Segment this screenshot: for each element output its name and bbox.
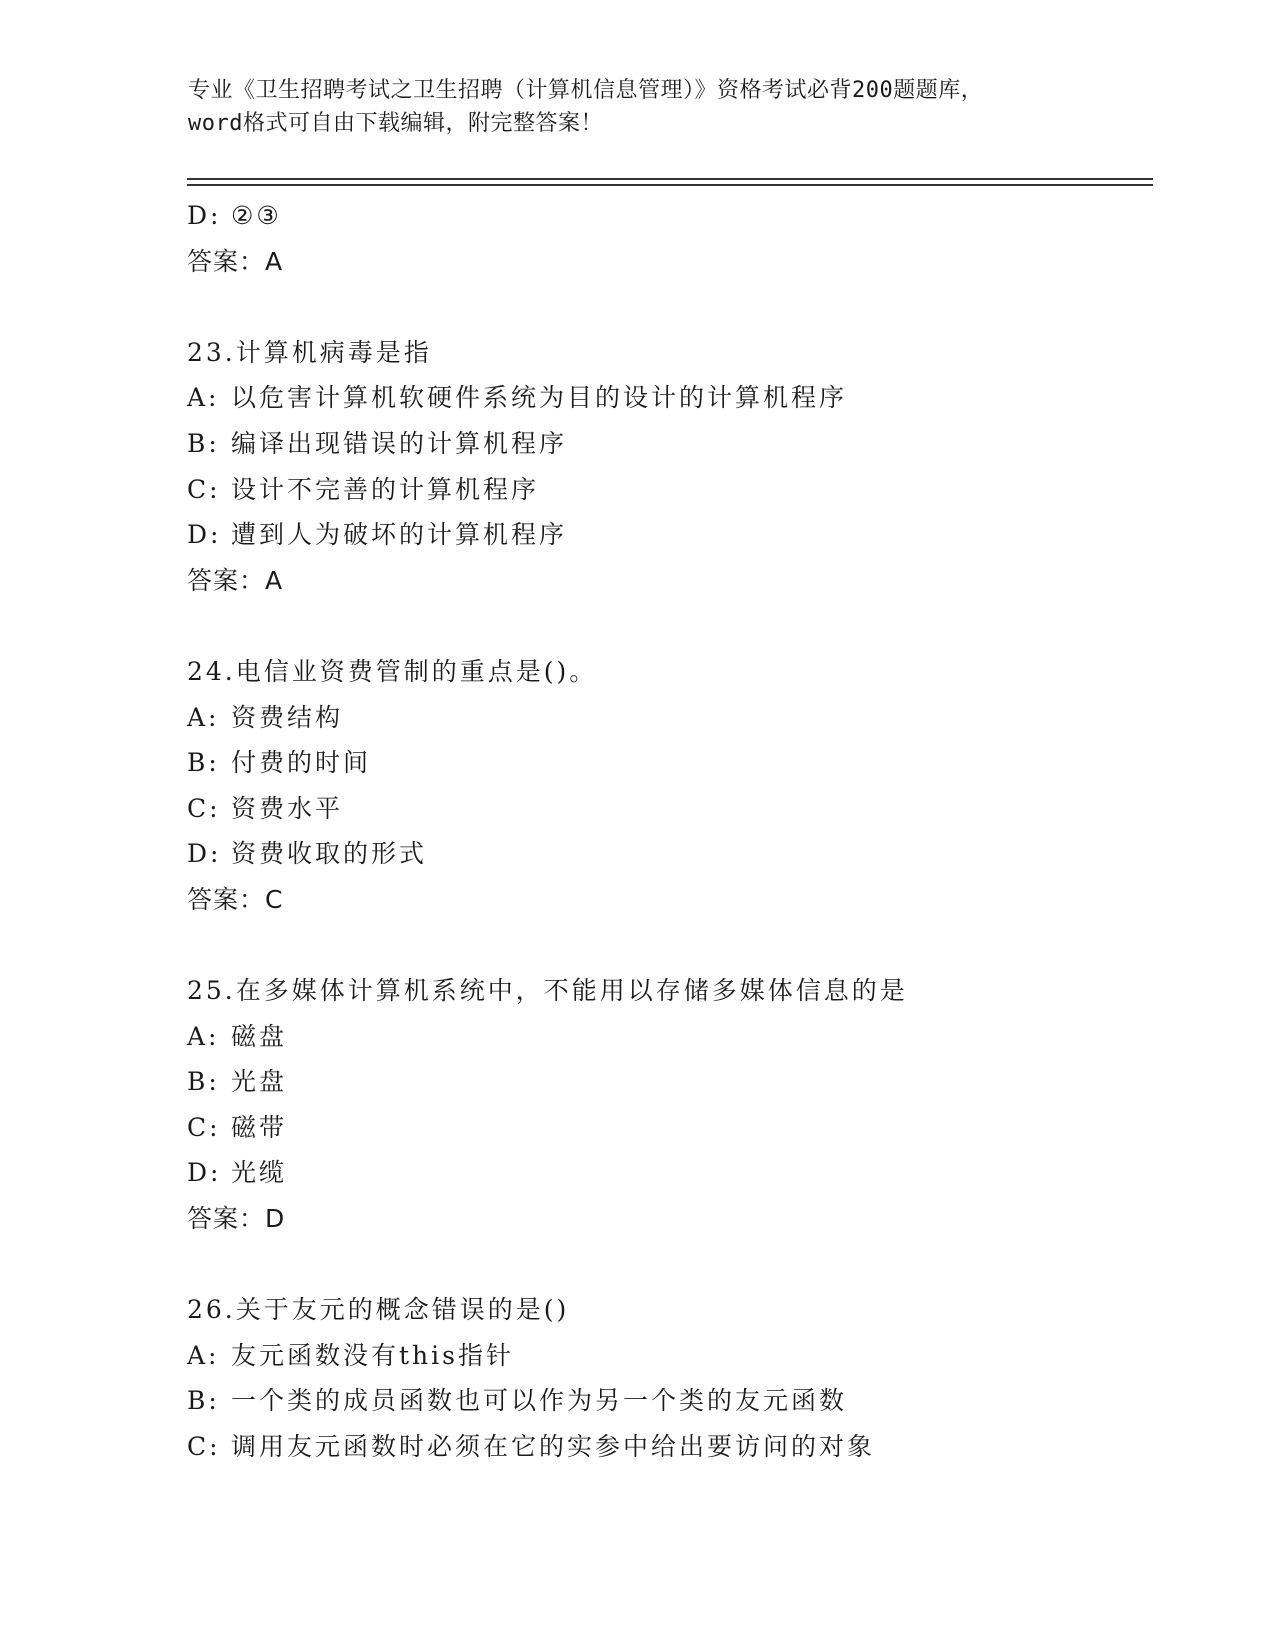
option-text: ②③: [231, 201, 282, 230]
question-stem: 26.关于友元的概念错误的是(): [187, 1295, 570, 1325]
option-text: 一个类的成员函数也可以作为另一个类的友元函数: [231, 1386, 848, 1416]
option-label: C:: [187, 1112, 221, 1142]
option-label: A:: [187, 383, 220, 413]
spacer: [187, 1242, 1147, 1288]
option-text: 友元函数没有this指针: [231, 1340, 514, 1370]
option-line: [187, 1105, 1147, 1151]
option-text: 磁带: [231, 1112, 288, 1142]
answer-line: 答案：C: [187, 884, 284, 914]
option-line: [187, 1059, 1147, 1105]
option-label: A:: [187, 1340, 220, 1370]
option-text: 以危害计算机软硬件系统为目的设计的计算机程序: [231, 383, 848, 413]
option-label: D:: [187, 201, 222, 230]
option-label: B:: [187, 1067, 220, 1097]
option-label: C:: [187, 474, 221, 504]
option-label: B:: [187, 428, 220, 458]
question-stem: 25.在多媒体计算机系统中，不能用以存储多媒体信息的是: [187, 976, 908, 1006]
answer-line: 答案：A: [187, 565, 284, 595]
option-text: 编译出现错误的计算机程序: [231, 428, 568, 458]
option-text: 磁盘: [231, 1021, 288, 1051]
option-label: B:: [187, 1386, 220, 1416]
option-line: [187, 421, 1147, 467]
option-line: [187, 740, 1147, 786]
option-text: 光盘: [231, 1067, 288, 1097]
spacer: [187, 603, 1147, 649]
option-label: B:: [187, 748, 220, 778]
header-divider-top: [187, 178, 1153, 180]
spacer: [187, 284, 1147, 330]
question-stem: 24.电信业资费管制的重点是()。: [187, 656, 598, 686]
option-label: C:: [187, 793, 221, 823]
option-line: [187, 695, 1147, 741]
question-list: [187, 193, 1147, 1470]
option-label: A:: [187, 702, 220, 732]
option-text: 调用友元函数时必须在它的实参中给出要访问的对象: [231, 1432, 876, 1462]
option-label: D:: [187, 1158, 222, 1188]
option-label: C:: [187, 1432, 221, 1462]
option-label: D:: [187, 839, 222, 869]
document-header: [188, 74, 1088, 140]
option-text: 设计不完善的计算机程序: [231, 474, 540, 504]
option-line: [187, 1333, 1147, 1379]
option-line: [187, 1424, 1147, 1470]
option-text: 资费水平: [231, 793, 344, 823]
option-line: [187, 1150, 1147, 1196]
option-label: A:: [187, 1021, 220, 1051]
option-line: [187, 831, 1147, 877]
option-line: [187, 786, 1147, 832]
option-text: 付费的时间: [231, 748, 372, 778]
header-title-line-1: 专业《卫生招聘考试之卫生招聘（计算机信息管理）》资格考试必背200题题库，: [188, 78, 984, 103]
option-line: [187, 193, 1147, 239]
option-line: [187, 467, 1147, 513]
option-text: 资费结构: [231, 702, 344, 732]
option-line: [187, 1014, 1147, 1060]
question-stem: 23.计算机病毒是指: [187, 337, 432, 367]
option-text: 光缆: [231, 1158, 288, 1188]
option-label: D:: [187, 520, 222, 550]
answer-line: 答案：D: [187, 1204, 286, 1234]
spacer: [187, 923, 1147, 969]
option-line: [187, 1378, 1147, 1424]
option-line: [187, 375, 1147, 421]
answer-line: 答案：A: [187, 246, 284, 276]
header-divider-bottom: [187, 184, 1153, 186]
option-text: 遭到人为破坏的计算机程序: [231, 520, 568, 550]
option-line: [187, 512, 1147, 558]
header-title-line-2: word格式可自由下载编辑，附完整答案！: [188, 111, 603, 136]
option-text: 资费收取的形式: [231, 839, 428, 869]
